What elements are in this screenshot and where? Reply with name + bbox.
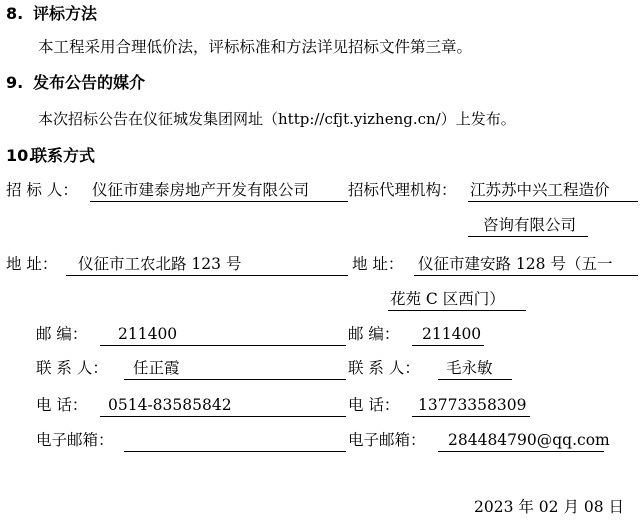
postcode-label-left: 邮 编： bbox=[36, 325, 88, 343]
postcode-value-left: 211400 bbox=[118, 325, 178, 343]
email-value-right: 284484790@qq.com bbox=[448, 431, 610, 449]
address-label-right: 地 址： bbox=[352, 255, 404, 273]
person-label-left: 联 系 人： bbox=[36, 359, 108, 377]
postcode-label-right: 邮 编： bbox=[348, 325, 400, 343]
email-underline-right bbox=[438, 451, 604, 452]
phone-value-right: 13773358309 bbox=[418, 396, 527, 414]
address-underline-left bbox=[66, 275, 348, 276]
person-value-right: 毛永敏 bbox=[446, 359, 493, 377]
postcode-value-right: 211400 bbox=[422, 325, 482, 343]
address-value-left: 仪征市工农北路 123 号 bbox=[78, 255, 242, 273]
agency-value-line2: 咨询有限公司 bbox=[483, 216, 577, 234]
section-8-body: 本工程采用合理低价法，评标标准和方法详见招标文件第三章。 bbox=[38, 38, 473, 56]
person-underline-right bbox=[438, 379, 512, 380]
tenderer-underline bbox=[90, 201, 348, 202]
phone-underline-right bbox=[412, 416, 530, 417]
address-underline-right-1 bbox=[414, 275, 638, 276]
address-underline-right-2 bbox=[388, 310, 526, 311]
email-underline-left bbox=[124, 451, 346, 452]
section-10-number: 10. bbox=[6, 146, 35, 165]
tenderer-value: 仪征市建泰房地产开发有限公司 bbox=[92, 181, 310, 199]
person-value-left: 任正霞 bbox=[133, 359, 180, 377]
tenderer-label: 招 标 人： bbox=[6, 181, 78, 199]
section-8-title: 评标方法 bbox=[33, 4, 98, 23]
agency-underline-1 bbox=[468, 201, 638, 202]
postcode-underline-left bbox=[100, 345, 346, 346]
section-10-title: 联系方式 bbox=[31, 146, 96, 165]
agency-underline-2 bbox=[468, 236, 588, 237]
agency-label: 招标代理机构： bbox=[348, 181, 457, 199]
section-9-title: 发布公告的媒介 bbox=[33, 73, 146, 92]
phone-label-right: 电 话： bbox=[348, 396, 400, 414]
document-date: 2023 年 02 月 08 日 bbox=[474, 498, 625, 516]
phone-underline-left bbox=[100, 416, 346, 417]
email-label-left: 电子邮箱： bbox=[36, 431, 114, 449]
address-value-right-line2: 花苑 C 区西门） bbox=[390, 290, 505, 308]
person-underline-left bbox=[124, 379, 346, 380]
address-label-left: 地 址： bbox=[6, 255, 58, 273]
section-8-number: 8. bbox=[6, 4, 24, 23]
address-value-right-line1: 仪征市建安路 128 号（五一 bbox=[418, 255, 613, 273]
section-9-number: 9. bbox=[6, 73, 24, 92]
postcode-underline-right bbox=[412, 345, 484, 346]
phone-label-left: 电 话： bbox=[36, 396, 88, 414]
section-9-body: 本次招标公告在仪征城发集团网址（http://cfjt.yizheng.cn/）上发布。 bbox=[38, 110, 516, 128]
agency-value-line1: 江苏苏中兴工程造价 bbox=[470, 181, 610, 199]
person-label-right: 联 系 人： bbox=[348, 359, 420, 377]
phone-value-left: 0514-83585842 bbox=[108, 396, 232, 414]
email-label-right: 电子邮箱： bbox=[348, 431, 426, 449]
